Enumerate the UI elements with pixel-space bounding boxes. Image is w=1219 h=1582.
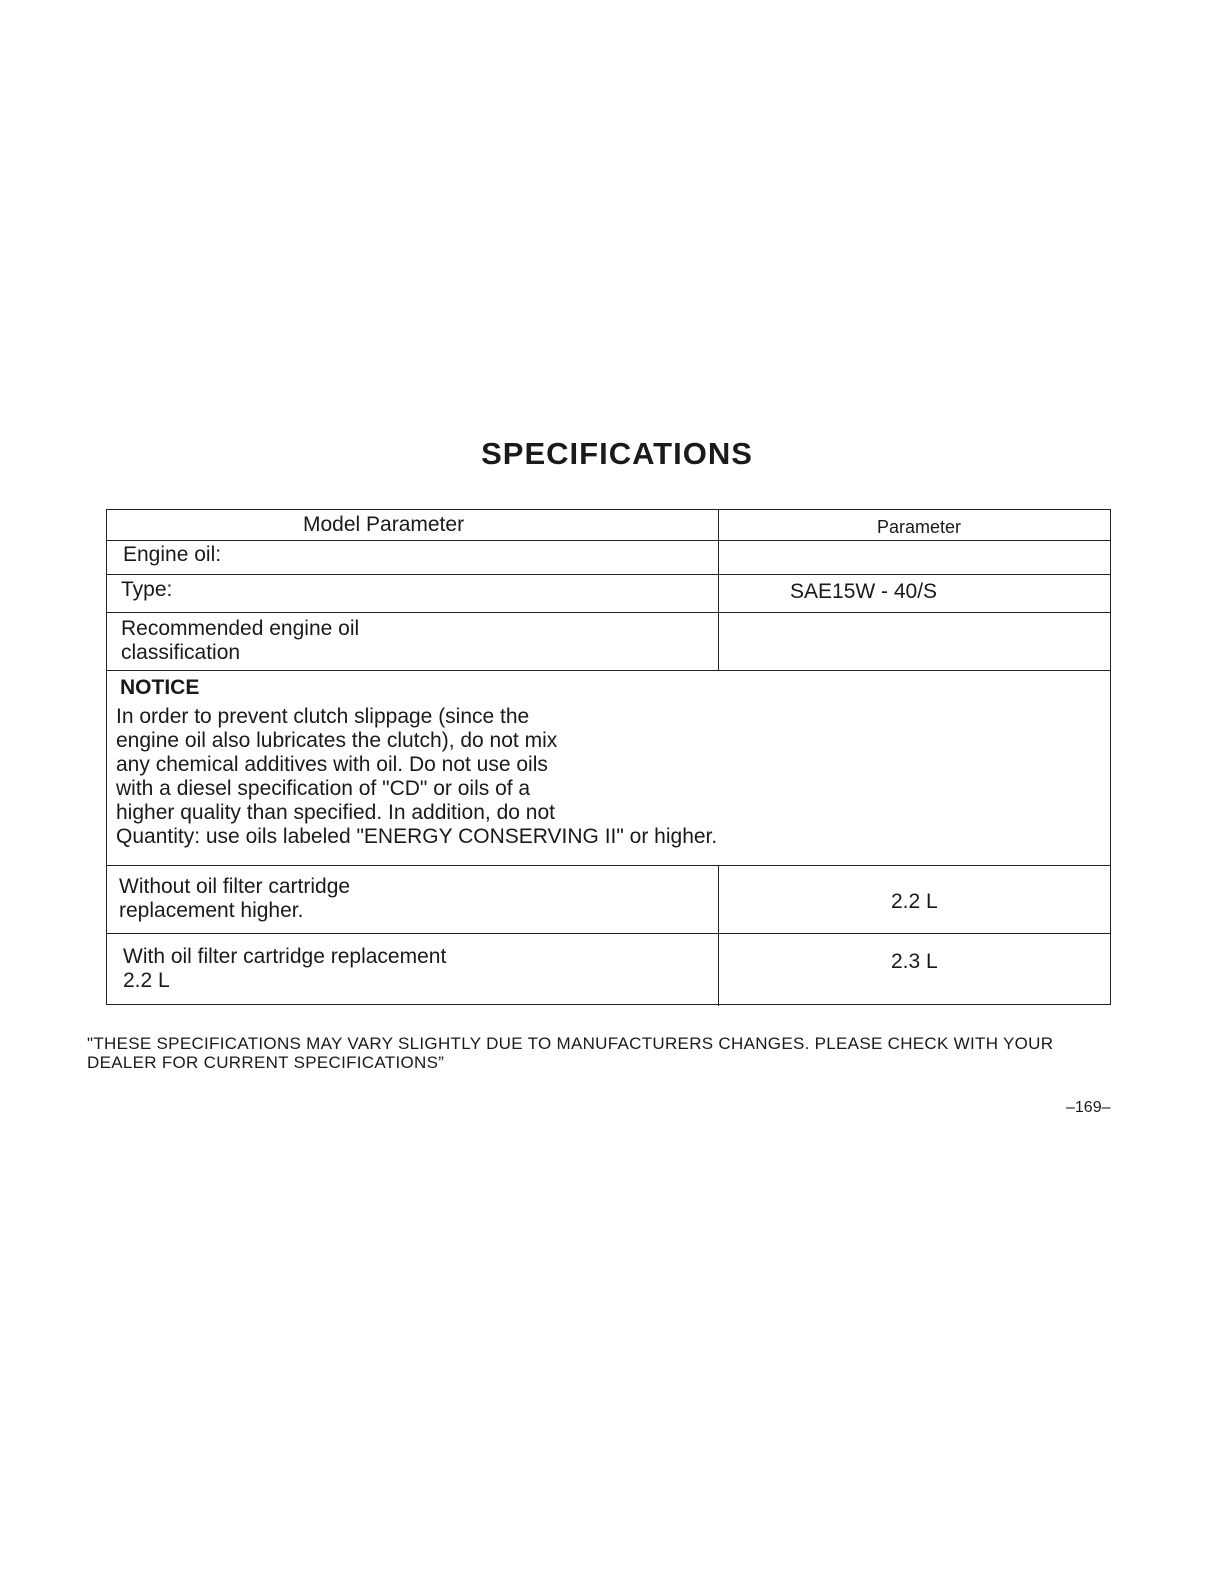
disclaimer-text: "THESE SPECIFICATIONS MAY VARY SLIGHTLY DUE TO MANUFACTURERS CHANGES. PLEASE CHECK WITH YOUR DEALER FOR CURRENT SPECIFICATIONS”: [87, 1034, 1054, 1072]
with-filter-label: With oil filter cartridge replacement 2.2 L: [123, 945, 447, 992]
without-filter-label: Without oil filter cartridge replacement higher.: [119, 875, 351, 922]
notice-body: In order to prevent clutch slippage (since the engine oil also lubricates the clutch), do not mix any chemical additives with oil. Do not use oils with a diesel specification of "CD" or oils of a higher quality than specified. In addition, do not Quantity: use oils labeled "ENERGY CONSERVING II" or higher.: [116, 705, 718, 848]
with-filter-value: 2.3 L: [891, 950, 938, 973]
row-divider: [107, 865, 1110, 866]
header-model-parameter: Model Parameter: [303, 513, 465, 536]
page-title: SPECIFICATIONS: [481, 436, 753, 471]
row-divider: [107, 574, 1110, 575]
engine-oil-label: Engine oil:: [123, 543, 222, 566]
without-filter-value: 2.2 L: [891, 890, 938, 913]
row-divider: [107, 670, 1110, 671]
type-value: SAE15W - 40/S: [790, 580, 938, 603]
type-label: Type:: [121, 578, 173, 601]
specifications-table: [106, 509, 1111, 1005]
column-divider: [718, 865, 719, 1006]
page-number: –169–: [1066, 1099, 1111, 1116]
row-divider: [107, 933, 1110, 934]
row-divider: [107, 540, 1110, 541]
notice-heading: NOTICE: [120, 676, 200, 699]
classification-label: Recommended engine oil classification: [121, 617, 360, 664]
header-parameter: Parameter: [877, 517, 962, 537]
column-divider: [718, 510, 719, 670]
row-divider: [107, 612, 1110, 613]
